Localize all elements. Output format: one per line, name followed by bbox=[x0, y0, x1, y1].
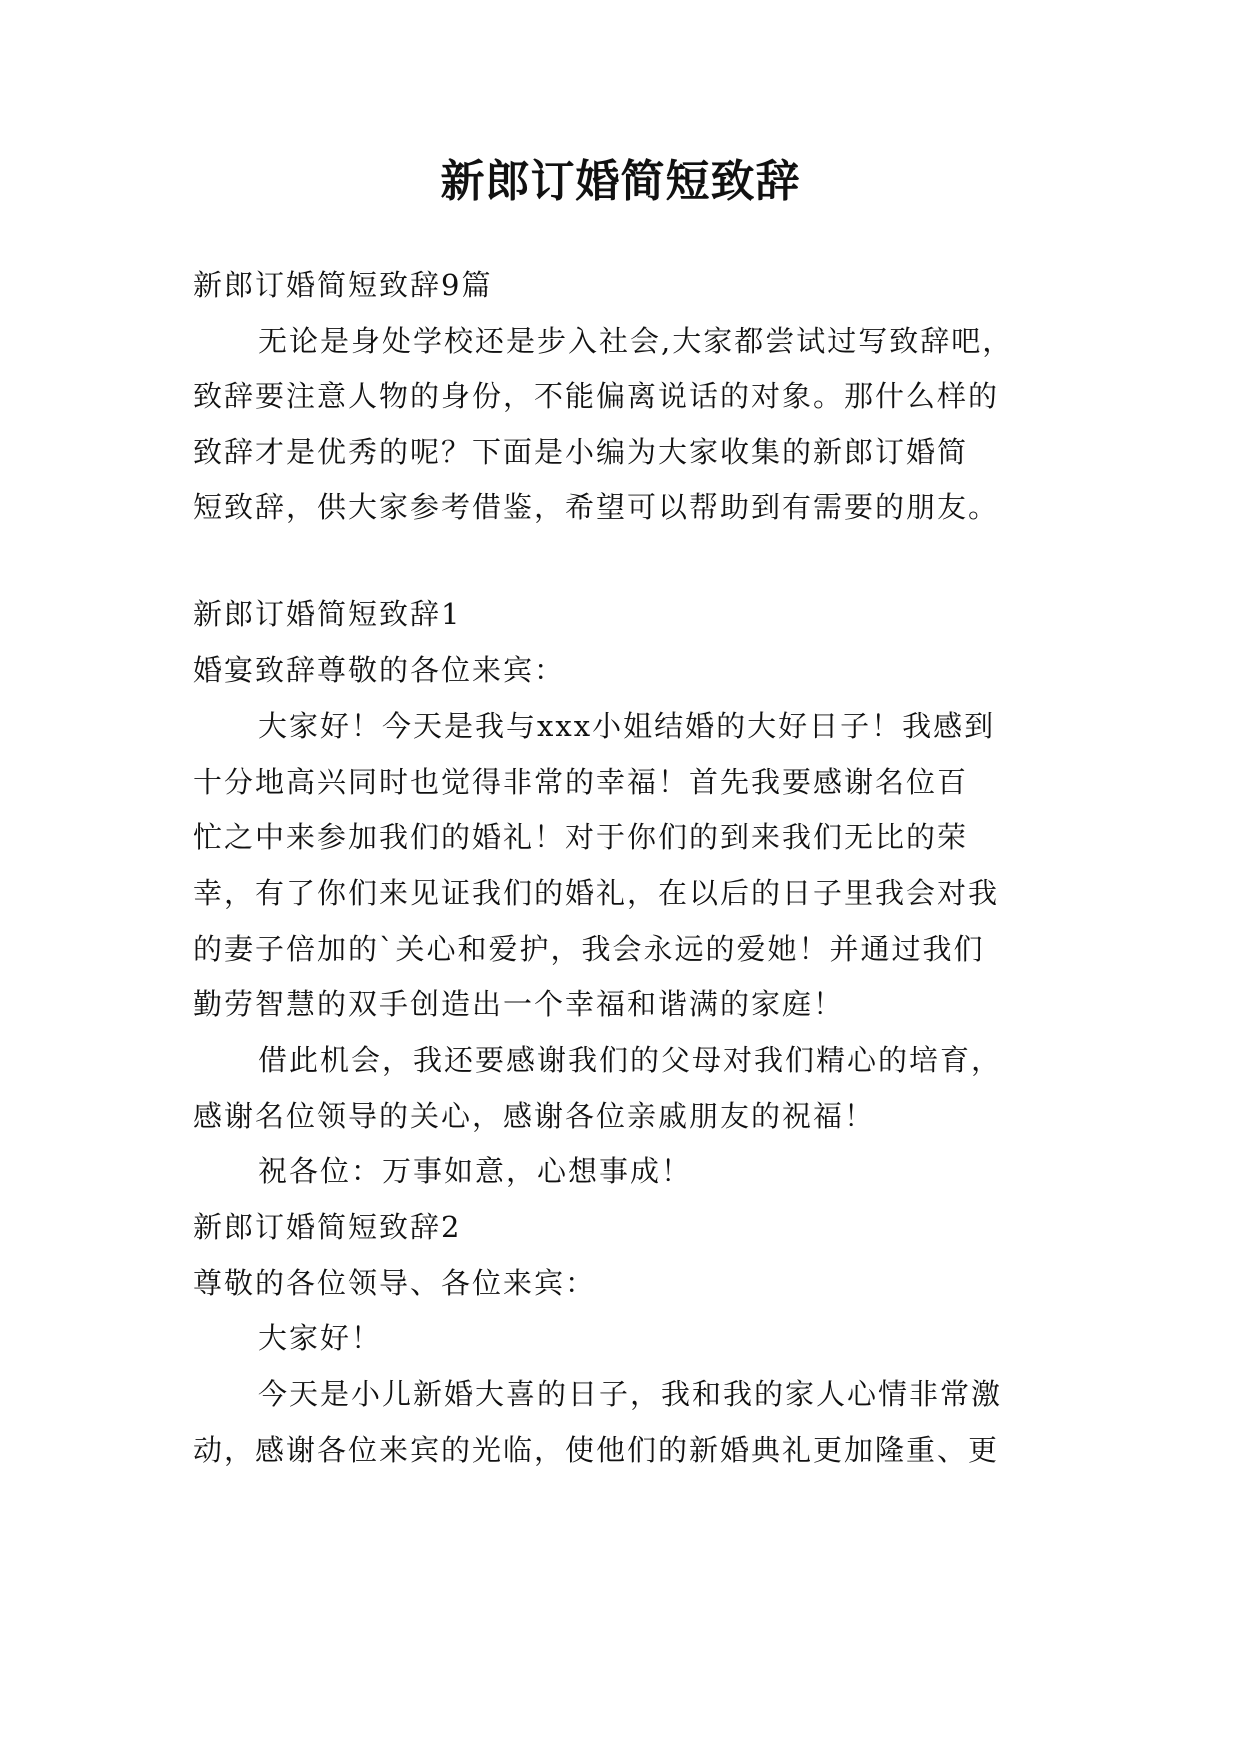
paragraph-line: 致辞要注意人物的身份，不能偏离说话的对象。那什么样的 bbox=[193, 379, 1000, 413]
paragraph-line: 动，感谢各位来宾的光临，使他们的新婚典礼更加隆重、更 bbox=[193, 1433, 1000, 1467]
subtitle-line: 新郎订婚简短致辞9篇 bbox=[193, 268, 493, 302]
paragraph-line: 勤劳智慧的双手创造出一个幸福和谐满的家庭！ bbox=[193, 987, 845, 1021]
paragraph-line: 无论是身处学校还是步入社会,大家都尝试过写致辞吧， bbox=[258, 324, 1014, 358]
paragraph-line: 大家好！今天是我与xxx小姐结婚的大好日子！我感到 bbox=[258, 709, 996, 743]
paragraph-line: 借此机会，我还要感谢我们的父母对我们精心的培育， bbox=[258, 1043, 1003, 1077]
paragraph-line: 今天是小儿新婚大喜的日子，我和我的家人心情非常激 bbox=[258, 1377, 1003, 1411]
section-heading: 新郎订婚简短致辞1 bbox=[193, 597, 462, 631]
paragraph-line: 婚宴致辞尊敬的各位来宾： bbox=[193, 653, 566, 687]
paragraph-line: 祝各位：万事如意，心想事成！ bbox=[258, 1154, 693, 1188]
section-heading: 新郎订婚简短致辞2 bbox=[193, 1210, 462, 1244]
paragraph-line: 大家好！ bbox=[258, 1321, 383, 1355]
paragraph-line: 幸，有了你们来见证我们的婚礼，在以后的日子里我会对我 bbox=[193, 876, 1000, 910]
paragraph-line: 致辞才是优秀的呢？下面是小编为大家收集的新郎订婚简 bbox=[193, 435, 969, 469]
paragraph-line: 忙之中来参加我们的婚礼！对于你们的到来我们无比的荣 bbox=[193, 820, 969, 854]
paragraph-line: 的妻子倍加的`关心和爱护，我会永远的爱她！并通过我们 bbox=[193, 932, 985, 966]
paragraph-line: 尊敬的各位领导、各位来宾： bbox=[193, 1266, 597, 1300]
paragraph-line: 十分地高兴同时也觉得非常的幸福！首先我要感谢名位百 bbox=[193, 765, 969, 799]
paragraph-line: 短致辞，供大家参考借鉴，希望可以帮助到有需要的朋友。 bbox=[193, 490, 1000, 524]
document-title: 新郎订婚简短致辞 bbox=[440, 156, 801, 207]
paragraph-line: 感谢名位领导的关心，感谢各位亲戚朋友的祝福！ bbox=[193, 1099, 876, 1133]
